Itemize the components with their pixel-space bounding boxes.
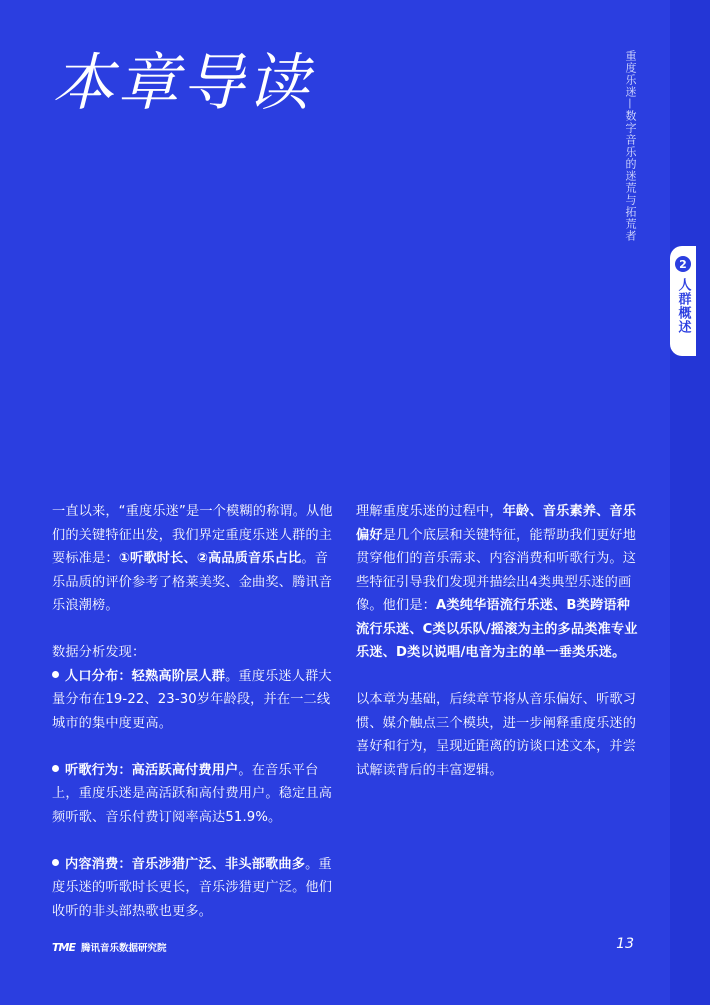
intro-paragraph (52, 500, 334, 618)
chapter-label: 人群概述 (675, 278, 691, 334)
footer-logo (52, 940, 166, 954)
finding-item (52, 665, 334, 736)
finding-text: 。重度乐迷人群大量分布在19-22、23-30岁年龄段，并在一二线城市的集中度更高。 (52, 668, 332, 731)
bullet-icon (52, 765, 59, 772)
findings-heading: 数据分析发现： (52, 645, 146, 660)
finding-item (52, 759, 334, 830)
finding-item (52, 853, 334, 924)
finding-text: 。重度乐迷的听歌时长更长，音乐涉猎更广泛。他们收听的非头部热歌也更多。 (52, 856, 333, 919)
finding-text: 。在音乐平台上，重度乐迷是高活跃和高付费用户。稳定且高频听歌、音乐付费订阅率高达51.9%。 (52, 762, 333, 825)
page-number: 13 (616, 936, 634, 952)
left-column (52, 500, 334, 923)
right-column (356, 500, 640, 782)
features-text-1: 理解重度乐迷的过程中， (356, 504, 503, 519)
page-edge-strip (670, 0, 710, 1005)
report-subtitle: 重度乐迷—数字音乐的迷荒与拓荒者 (624, 50, 637, 242)
chapter-outline-paragraph: 以本章为基础，后续章节将从音乐偏好、听歌习惯、媒介触点三个模块，进一步阐释重度乐迷的喜好和行为，呈现近距离的访谈口述文本，并尝试解读背后的丰富逻辑。 (356, 692, 637, 778)
features-bold-1: 年龄、音乐素养、音乐偏好 (356, 504, 637, 543)
bullet-icon (52, 671, 59, 678)
features-text-2: 是几个底层和关键特征，能帮助我们更好地贯穿他们的音乐需求、内容消费和听歌行为。这些特征引导我们发现并描绘出4类典型乐迷的画像。他们是： (356, 527, 637, 613)
intro-text-2: 。音乐品质的评价参考了格莱美奖、金曲奖、腾讯音乐浪潮榜。 (52, 551, 333, 613)
intro-text-1: 一直以来，“重度乐迷”是一个模糊的称谓。从他们的关键特征出发，我们界定重度乐迷人群的主要标准是： (52, 504, 333, 566)
features-bold-types: A类纯华语流行乐迷、B类跨语种流行乐迷、C类以乐队/摇滚为主的多品类准专业乐迷、D类以说唱/电音为主的单一垂类乐迷。 (356, 598, 638, 660)
finding-title: 内容消费：音乐涉猎广泛、非头部歌曲多 (65, 856, 306, 872)
bullet-icon (52, 859, 59, 866)
finding-title: 人口分布：轻熟高阶层人群 (65, 668, 226, 684)
chapter-tab[interactable] (670, 246, 696, 356)
finding-title: 听歌行为：高活跃高付费用户 (65, 762, 239, 778)
key-features-paragraph (356, 500, 640, 665)
tme-logo-icon: TME (52, 940, 75, 954)
intro-bold-criteria: ①听歌时长、②高品质音乐占比 (118, 551, 302, 566)
page-title: 本章导读 (52, 46, 313, 119)
chapter-number-badge: 2 (675, 256, 691, 272)
org-name: 腾讯音乐数据研究院 (80, 943, 167, 954)
